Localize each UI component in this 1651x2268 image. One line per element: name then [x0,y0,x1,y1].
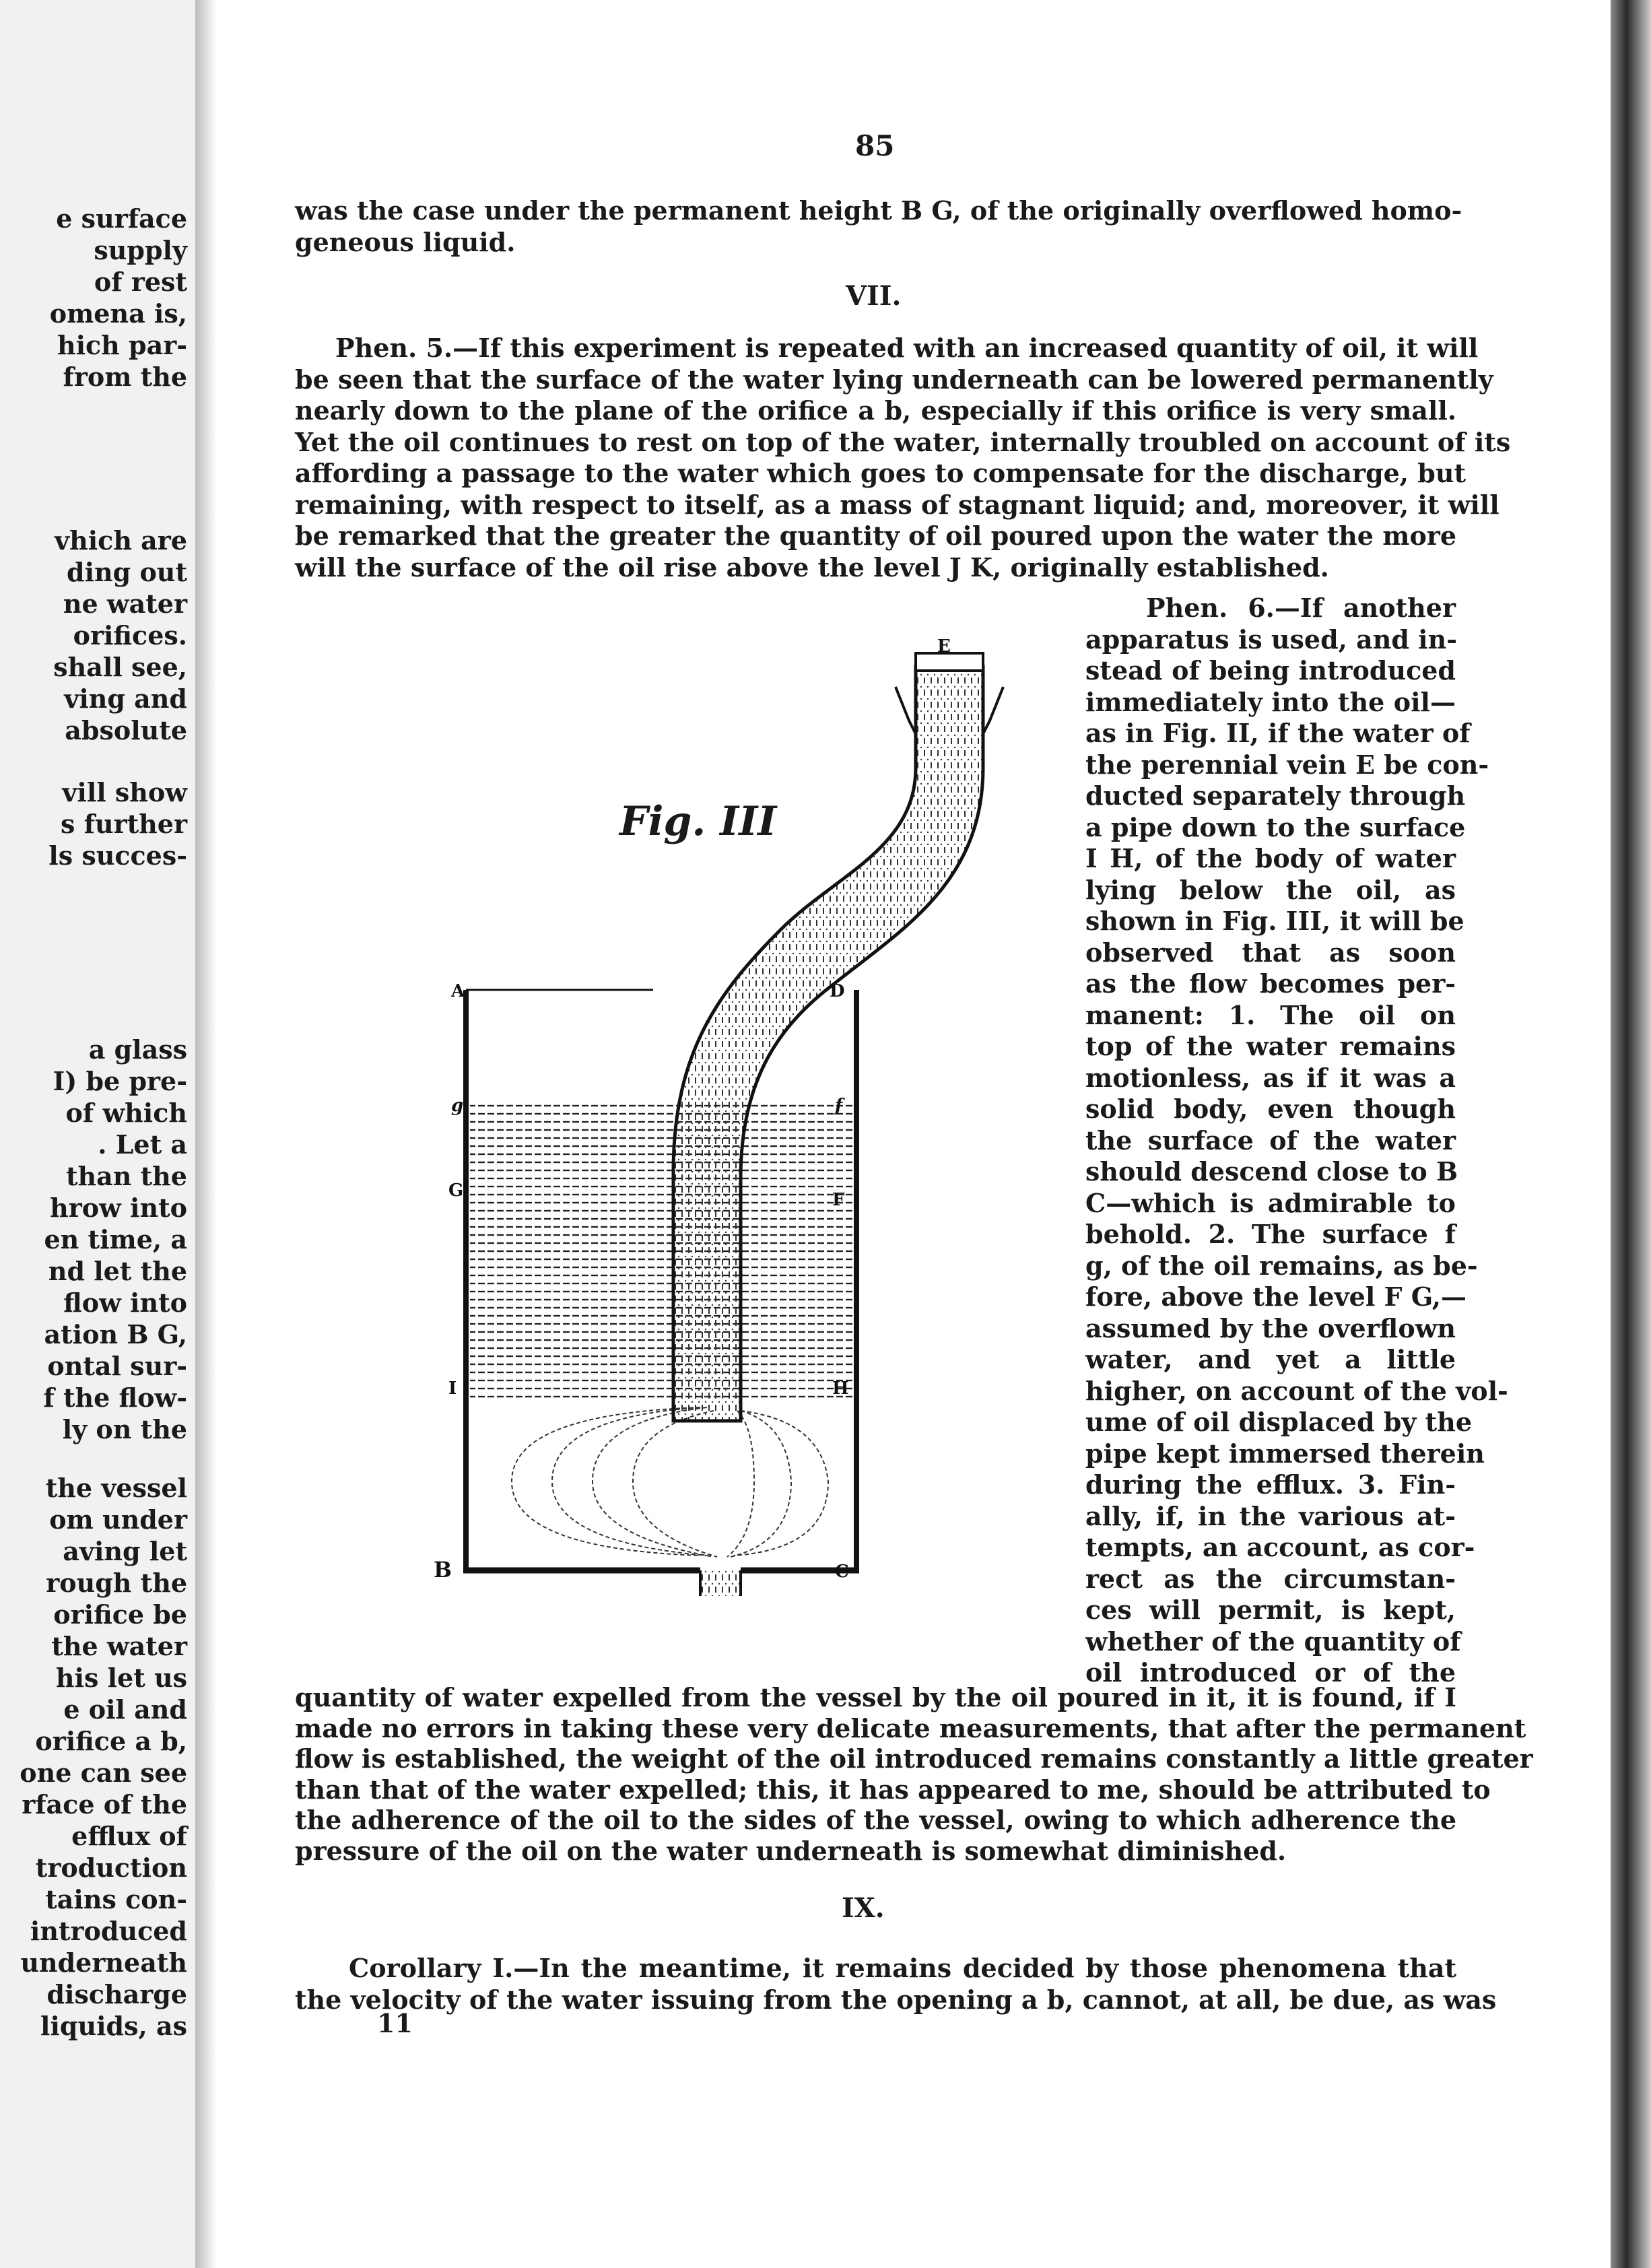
left-page-line: the vessel [45,1473,187,1503]
text-line: the surface of the water [1085,1125,1456,1156]
text-line: ducted separately through [1085,780,1466,811]
left-page-line: hrow into [50,1193,187,1223]
text-line: than that of the water expelled; this, it has appeared to me, should be attributed to [295,1774,1491,1805]
left-page-line: f the flow- [43,1382,187,1413]
label-g-lower: g [451,1096,464,1116]
label-i: I [448,1378,457,1399]
page-number: 85 [855,129,895,162]
text-line: pipe kept immersed therein [1085,1438,1485,1469]
label-f-upper: F [832,1190,845,1210]
text-line: nearly down to the plane of the orifice a b, especially if this orifice is very small. [295,395,1456,426]
left-page-line: absolute [65,715,187,745]
text-line: a pipe down to the surface [1085,811,1466,842]
text-line: during the efflux. 3. Fin- [1085,1469,1456,1500]
text-line: assumed by the overflown [1085,1312,1456,1343]
text-line: be seen that the surface of the water lying underneath can be lowered permanently [295,364,1493,395]
text-line: flow is established, the weight of the oil introduced remains constantly a little greater [295,1743,1533,1774]
left-page-line: vill show [62,777,187,807]
left-page-line: orifice be [53,1599,187,1630]
text-line: water, and yet a little [1085,1344,1456,1374]
left-page-line: of which [65,1098,187,1128]
text-line: top of the water remains [1085,1031,1456,1061]
left-page-line: ls succes- [48,840,187,871]
book-gutter [195,0,215,2268]
text-line: be remarked that the greater the quantity of oil poured upon the water the more [295,521,1456,551]
left-page-line: e oil and [63,1694,187,1725]
intro-line: geneous liquid. [295,227,516,257]
text-line: shown in Fig. III, it will be [1085,906,1464,936]
text-line: oil introduced or of the [1085,1657,1456,1688]
left-page-line: vhich are [55,525,187,556]
section-heading-ix: IX. [842,1892,885,1924]
text-line: quantity of water expelled from the vessel by the oil poured in it, it is found, if I [295,1682,1456,1712]
left-page-line: supply [94,235,187,265]
text-line: Phen. 5.—If this experiment is repeated with an increased quantity of oil, it will [335,333,1479,363]
text-line: should descend close to B [1085,1156,1458,1187]
text-line: immediately into the oil— [1085,686,1456,717]
text-line: made no errors in taking these very delicate measurements, that after the permanent [295,1712,1526,1743]
text-line: as the flow becomes per- [1085,968,1456,999]
text-line: ume of oil displaced by the [1085,1407,1472,1437]
label-b: B [434,1557,452,1582]
left-page-line: his let us [55,1663,187,1693]
text-line: higher, on account of the vol- [1085,1375,1508,1406]
text-line: solid body, even though [1085,1094,1456,1124]
left-page-line: from the [63,362,187,392]
left-page-line: ne water [63,589,187,619]
left-page-line: s further [61,809,187,839]
label-e: E [937,636,951,657]
left-page-line: ontal sur- [47,1351,187,1381]
text-line: will the surface of the oil rise above the level J K, originally established. [295,552,1329,582]
text-line: manent: 1. The oil on [1085,999,1456,1030]
text-line: Yet the oil continues to rest on top of the water, internally troubled on account of its [295,426,1511,457]
section-heading-vii: VII. [846,280,902,312]
figure-iii-diagram [431,593,1064,1596]
left-page-line: I) be pre- [53,1066,187,1096]
left-page-line: shall see, [53,652,187,682]
left-page-line: rface of the [22,1789,187,1820]
left-page-line: orifice a b, [35,1726,187,1756]
left-page-line: a glass [88,1034,187,1065]
left-page-line: om under [49,1504,187,1535]
left-page-line: ding out [67,557,187,587]
left-page-line: underneath [20,1947,187,1978]
text-line: Corollary I.—In the meantime, it remains decided by those phenomena that [349,1953,1456,1983]
left-page-line: orifices. [73,620,187,651]
text-line: Phen. 6.—If another [1146,593,1456,623]
text-line: as in Fig. II, if the water of [1085,718,1471,748]
left-page-line: hich par- [57,330,187,360]
left-page-line: efflux of [71,1821,187,1851]
label-f-lower: f [835,1096,843,1116]
left-page-line: omena is, [49,298,187,329]
text-line: observed that as soon [1085,937,1456,968]
text-line: lying below the oil, as [1085,874,1456,905]
left-page-line: than the [65,1161,187,1191]
text-line: affording a passage to the water which goes to compensate for the discharge, but [295,458,1467,488]
text-line: behold. 2. The surface f [1085,1219,1456,1249]
left-page-line: one can see [20,1758,187,1788]
left-page-line: discharge [46,1979,187,2009]
text-line: fore, above the level F G,— [1085,1281,1467,1312]
text-line: tempts, an account, as cor- [1085,1532,1475,1562]
text-line: rect as the circumstan- [1085,1563,1456,1594]
text-line: the perennial vein E be con- [1085,749,1489,780]
left-page-line: rough the [46,1568,187,1598]
text-line: stead of being introduced [1085,655,1456,686]
intro-line: was the case under the permanent height B G, of the originally overflowed homo- [295,195,1462,226]
signature-mark: 11 [377,2008,413,2038]
scan-edge [1611,0,1651,2268]
vessel-bottom-water [470,1401,852,1566]
left-page-line: introduced [30,1916,187,1946]
left-page-line: ving and [64,683,187,714]
left-page-line: tains con- [45,1884,187,1914]
left-page-line: en time, a [44,1224,187,1255]
text-line: the adherence of the oil to the sides of the vessel, owing to which adherence the [295,1805,1456,1835]
label-h: H [832,1378,849,1399]
text-line: g, of the oil remains, as be- [1085,1250,1478,1281]
figure-label: Fig. III [619,798,777,845]
vessel-water [470,1104,852,1414]
label-c: C [835,1562,849,1582]
left-page-line: of rest [94,267,187,297]
text-line: pressure of the oil on the water underneath is somewhat diminished. [295,1835,1287,1866]
text-line: whether of the quantity of [1085,1626,1461,1657]
text-line: motionless, as if it was a [1085,1062,1456,1093]
left-page-line: e surface [56,203,187,234]
text-line: ces will permit, is kept, [1085,1595,1456,1625]
left-page-line: ly on the [62,1414,187,1444]
left-page-line: flow into [63,1288,187,1318]
label-g-upper: G [448,1180,464,1201]
label-d: D [830,981,845,1001]
text-line: the velocity of the water issuing from the opening a b, cannot, at all, be due, as was [295,1984,1497,2015]
left-page-line: liquids, as [40,2011,187,2041]
left-page-line: troduction [35,1853,187,1883]
left-page-fragment [0,0,195,2268]
left-page-line: the water [51,1631,187,1661]
text-line: remaining, with respect to itself, as a mass of stagnant liquid; and, moreover, it will [295,489,1500,520]
label-a: A [451,981,465,1001]
left-page-line: ation B G, [44,1319,187,1349]
text-line: apparatus is used, and in- [1085,624,1458,655]
left-page-line: nd let the [48,1256,187,1286]
text-line: ally, if, in the various at- [1085,1500,1456,1531]
text-line: C—which is admirable to [1085,1187,1456,1218]
left-page-line: . Let a [98,1129,187,1160]
left-page-line: aving let [63,1536,187,1566]
text-line: I H, of the body of water [1085,843,1456,873]
